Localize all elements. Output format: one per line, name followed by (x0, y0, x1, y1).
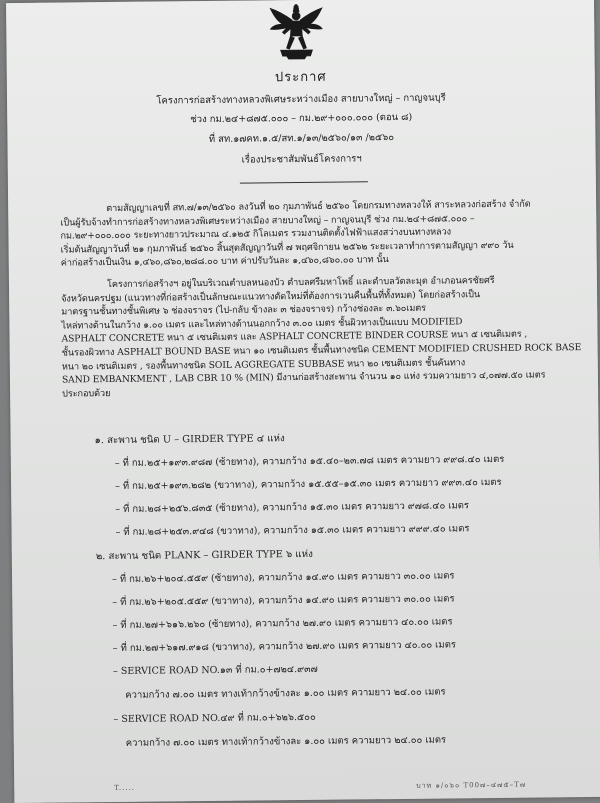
intro-paragraph (60, 198, 531, 271)
body-line: ชั้นรองผิวทาง ASPHALT BOUND BASE หนา ๑๐ เซนติเมตร ชั้นพื้นทางชนิด CEMENT MODIFIED CRUSHED ROCK BASE (61, 342, 582, 359)
body-line: หนา ๒๐ เซนติเมตร , รองพื้นทางชนิด SOIL AGGREGATE SUBBASE หนา ๒๐ เซนติเมตร ชั้นคันทาง (61, 356, 466, 373)
intro-line: ตามสัญญาเลขที่ สท.๗/๑๓/๒๕๖๐ ลงวันที่ ๒๐ กุมภาพันธ์ ๒๕๖๐ โดยกรมทางหลวงให้ สาระหลวงก่อสร้าง จำกัด (106, 198, 531, 215)
footer-right-mark: บาท ๑/๐๖๐ T00๗–๔๗๕–T๗ (416, 780, 527, 790)
reference-number: ที่ สท.๑๗คท.๑.๕/สท.๑/๑๓/๒๕๖๐/๑๓ /๒๕๖๐ (208, 132, 395, 145)
bridge-item: – ที่ กม.๒๖+๒๐๕.๕๕๙ (ขวาทาง), ความกว้าง ๑๔.๙๐ เมตร ความยาว ๓๐.๐๐ เมตร (112, 593, 455, 608)
body-line: จังหวัดนครปฐม (แนวทางที่ก่อสร้างเป็นลักษณะแนวทางตัดใหม่ที่ต้องการเวนคืนพื้นที่ทั้งหมด) โดยก่อสร้างเป็น (61, 288, 481, 305)
body-line: SAND EMBANKMENT , LAB CBR 10 % (MIN) มีงานก่อสร้างสะพาน จำนวน ๑๐ แห่ง รวมความยาว ๔,๐๗๗.๕๐ เมตร (61, 369, 546, 386)
bridge-group-heading: ๒. สะพาน ชนิด PLANK – GIRDER TYPE ๖ แห่ง (95, 548, 313, 563)
bridge-group-heading: ๑. สะพาน ชนิด U – GIRDER TYPE ๔ แห่ง (94, 433, 285, 447)
intro-line: ค่าก่อสร้างเป็นเงิน ๑,๔๖๐,๘๖๐,๒๘๘.๐๐ บาท ค่าปรับวันละ ๑,๔๖๐,๘๖๐.๐๐ บาท นั้น (60, 254, 389, 269)
service-road-item: – SERVICE ROAD NO.๑๓ ที่ กม.๐+๗๒๔.๙๓๗ (112, 663, 318, 677)
intro-line: กม.๒๙+๐๐๐.๐๐๐ ระยะทางยาวประมาณ ๔.๑๒๕ กิโลเมตร รวมงานติดตั้งไฟฟ้าแสงสว่างบนทางหลวง (60, 226, 452, 242)
body-line: มาตรฐานชั้นทางชั้นพิเศษ ๖ ช่องจราจร (ไป-กลับ ข้างละ ๓ ช่องจราจร) กว้างช่องละ ๓.๖๐เมตร (61, 302, 427, 318)
bridge-item: – ที่ กม.๒๗+๖๑๗.๙๑๘ (ขวาทาง), ความกว้าง ๒๗.๙๐ เมตร ความยาว ๔๐.๐๐ เมตร (112, 639, 457, 654)
announcement-title: ประกาศ (274, 69, 327, 86)
footer-left-mark: T..... (114, 783, 136, 792)
intro-line: เริ่มต้นสัญญาวันที่ ๒๑ กุมภาพันธ์ ๒๕๖๐ สิ้นสุดสัญญาวันที่ ๗ พฤศจิกายน ๒๕๖๒ ระยะเวลาทำการตามสัญญา ๙๙๐ วัน (60, 239, 514, 256)
intro-line: เป็นผู้รับจ้างทำการก่อสร้างทางหลวงพิเศษระหว่างเมือง สายบางใหญ่ – กาญจนบุรี ช่วง กม.๒๔+๘๗๕.๐๐๐ – (60, 212, 475, 229)
title-divider (240, 181, 368, 183)
project-name: โครงการก่อสร้างทางหลวงพิเศษระหว่างเมือง สายบางใหญ่ – กาญจนบุรี (156, 92, 446, 107)
subject-line: เรื่องประชาสัมพันธ์โครงการฯ (241, 153, 362, 166)
body-line: ASPHALT CONCRETE หนา ๕ เซนติเมตร และ ASPHALT CONCRETE BINDER COURSE หนา ๕ เซนติเมตร , (61, 329, 528, 345)
service-road-item: – SERVICE ROAD NO.๔๙ ที่ กม.๐+๖๒๖.๕๐๐ (113, 711, 316, 725)
bridge-item: – ที่ กม.๒๘+๒๕๖.๘๓๕ (ซ้ายทาง), ความกว้าง ๑๕.๓๐ เมตร ความยาว ๙๗๘.๔๐ เมตร (115, 500, 470, 515)
bridge-item: – ที่ กม.๒๗+๖๑๖.๒๖๐ (ซ้ายทาง), ความกว้าง ๒๗.๙๐ เมตร ความยาว ๔๐.๐๐ เมตร (112, 616, 453, 631)
description-paragraph (61, 273, 582, 401)
body-line: ไหล่ทางด้านในกว้าง ๑.๐๐ เมตร และไหล่ทางด้านนอกกว้าง ๓.๐๐ เมตร ชั้นผิวทางเป็นแบบ MODIFIED (61, 316, 463, 332)
project-section: ช่วง กม.๒๔+๘๗๕.๐๐๐ – กม.๒๙+๐๐๐.๐๐๐ (ตอน ๘) (190, 111, 413, 126)
document-page (6, 0, 600, 803)
garuda-emblem (264, 4, 329, 61)
bridge-item: – ที่ กม.๒๖+๒๐๔.๕๕๙ (ซ้ายทาง), ความกว้าง ๑๔.๙๐ เมตร ความยาว ๓๐.๐๐ เมตร (112, 570, 455, 585)
service-road-detail: ความกว้าง ๗.๐๐ เมตร ทางเท้ากว้างข้างละ ๑.๐๐ เมตร ความยาว ๒๔.๐๐ เมตร (125, 686, 446, 701)
bridge-item: – ที่ กม.๒๕+๑๙๓.๙๘๗ (ซ้ายทาง), ความกว้าง ๑๕.๔๐–๒๓.๗๘ เมตร ความยาว ๙๙๘.๔๐ เมตร (114, 453, 505, 469)
bridge-item: – ที่ กม.๒๕+๑๙๓.๒๘๒ (ขวาทาง), ความกว้าง ๑๕.๕๕–๑๕.๓๐ เมตร ความยาว ๙๙๓.๔๐ เมตร (115, 476, 502, 492)
body-line: ประกอบด้วย (62, 387, 111, 400)
bridge-item: – ที่ กม.๒๘+๒๕๓.๙๔๘ (ขวาทาง), ความกว้าง ๑๕.๓๐ เมตร ความยาว ๙๙๙.๔๐ เมตร (115, 523, 470, 538)
body-line: โครงการก่อสร้างฯ อยู่ในบริเวณตำบลหนองบัว ตำบลศรีมหาโพธิ์ และตำบลวัดละมุด อำเภอนครชัยศรี (106, 274, 495, 291)
service-road-detail: ความกว้าง ๗.๐๐ เมตร ทางเท้ากว้างข้างละ ๑.๐๐ เมตร ความยาว ๒๔.๐๐ เมตร (125, 734, 447, 749)
